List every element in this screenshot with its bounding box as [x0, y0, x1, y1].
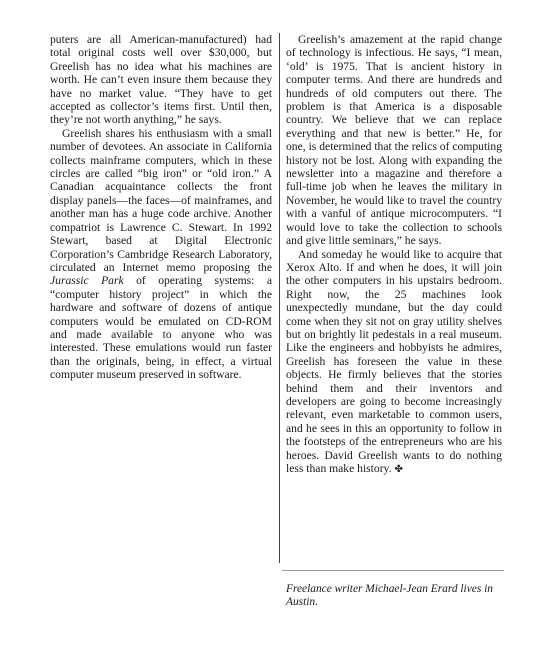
column-divider: [279, 33, 280, 563]
left-column: [50, 33, 272, 382]
right-paragraph-2: [286, 248, 502, 477]
right-paragraph-1: Greelish’s amazement at the rapid change of technology is infectious. He says, “I mean, ‘old’ is 1975. That is ancient history in computer terms. And there are hundreds and hundreds of old computers out there. The problem is that America is a disposable country. We believe that we can replace everything and that new is better.” He, for one, is determined that the relics of computing history not be lost. Along with expanding the newsletter into a magazine and therefore a full-time job when he leaves the military in November, he would like to travel the country with a vanful of antique microcomputers. “I would love to take the collection to schools and give little seminars,” he says.: [286, 33, 502, 248]
author-byline: Freelance writer Michael-Jean Erard lives in Austin.: [286, 583, 493, 609]
right-paragraph-2-text: And someday he would like to acquire that Xerox Alto. If and when he does, it will join the other computers in his upstairs bedroom. Right now, the 25 machines look unexpectedly mundane, but the day could come when they sit not on gray utility shelves but on brightly lit pedestals in a real museum. Like the engineers and hobbyists he admires, Greelish has foreseen the value in these objects. He firmly believes that the stories behind them and their inventors and developers are going to become increasingly relevant, even marketable to common users, and he sees in this an opportunity to follow in the footsteps of the entrepreneurs who are his heroes. David Greelish wants to do nothing less than make history.: [286, 247, 502, 475]
left-paragraph-2: [50, 127, 272, 382]
jurassic-park-italic: Jurassic Park: [50, 274, 124, 288]
left-paragraph-2-text-b: of operating systems: a “computer history project” in which the hardware and software of dozens of antique computers would be emulated on CD-ROM and made available to anyone who was interested. These emulations would run faster than the originals, being, in effect, a virtual computer museum preserved in software.: [50, 274, 272, 382]
left-paragraph-1: puters are all American-manufactured) had total original costs well over $30,000, but Greelish has no idea what his machines are worth. He can’t even insure them because they have no market value. “They have to get accepted as collector’s items first. Until then, they’re not worth anything,” he says.: [50, 33, 272, 127]
left-paragraph-2-text-a: Greelish shares his enthusiasm with a small number of devotees. An associate in California collects mainframe computers, which in these circles are called “big iron” or “old iron.” A Canadian acquaintance collects the front display panels—the faces—of mainframes, and another man has a huge code archive. Another compatriot is Lawrence C. Stewart. In 1992 Stewart, based at Digital Electronic Corporation’s Cambridge Research Laboratory, circulated an Internet memo proposing the: [50, 126, 272, 274]
end-mark-icon: ✤: [394, 464, 403, 475]
right-column: [286, 33, 502, 476]
byline-divider: [282, 570, 504, 571]
